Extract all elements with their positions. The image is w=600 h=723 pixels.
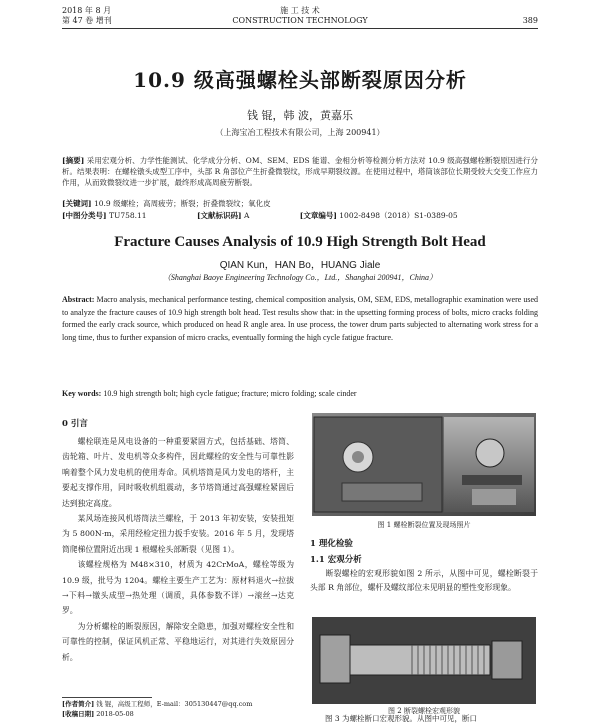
section-1-1-text	[310, 567, 538, 595]
figure-1-illustration	[312, 413, 536, 516]
chinese-keywords	[62, 198, 538, 209]
english-keywords-text: 10.9 high strength bolt; high cycle fatigue; fracture; micro folding; scale cinder	[103, 389, 357, 398]
section-0-paragraph: 该螺栓规格为 M48×310，材质为 42CrMoA，螺栓等级为 10.9 级，批号为 1204。螺栓主要生产工艺为：原材料退火→拉拔→下料→镦头成型→热处理（调质，具体参数不详）→滚丝→达克罗。	[62, 560, 294, 616]
header-journal-cn: 施 工 技 术	[280, 6, 320, 15]
english-keywords-label: Key words:	[62, 389, 102, 398]
clc-value: TU758.11	[109, 211, 147, 220]
footnote-author-text: 钱 锟，高级工程师，E-mail：305130447@qq.com	[96, 700, 253, 708]
header-volume: 第 47 卷 增刊	[62, 16, 112, 25]
footnote-author	[62, 700, 294, 708]
english-keywords	[62, 388, 538, 400]
chinese-keywords-label: [关键词]	[62, 199, 92, 208]
header-journal	[0, 6, 600, 26]
english-abstract	[62, 294, 538, 345]
english-abstract-text: Macro analysis, mechanical performance testing, chemical composition analysis, OM, SEM, EDS, metallographic examination were used to analyze the fracture causes of 10.9 high strength bolt head. Test results show that: in the upsetting forming process of bolts, micro cracks folding formed the early crack source, which produced on head R angle area. In use process, the tower drum parts subjected to alternating work stress for a long time, thus to further expansion of micro cracks, eventually forming the high cycle fatigue fracture.	[62, 295, 538, 343]
chinese-abstract	[62, 155, 538, 188]
chinese-title: 10.9 级高强螺栓头部断裂原因分析	[133, 68, 467, 92]
doc-code-value: A	[243, 211, 250, 220]
bottom-paragraph-start: 图 3 为螺栓断口宏观形貌。从图中可见，断口	[325, 714, 478, 723]
footnote-rule	[62, 697, 152, 698]
english-abstract-label: Abstract:	[62, 295, 95, 304]
doc-code-label: [文献标识码]	[196, 211, 242, 220]
article-no-value: 1002-8498（2018）S1-0389-05	[339, 211, 458, 220]
chinese-affiliation: （上海宝冶工程技术有限公司，上海 200941）	[215, 128, 385, 137]
chinese-authors: 钱 锟，韩 波，黄嘉乐	[247, 109, 353, 122]
footnote-received	[62, 710, 294, 718]
chinese-abstract-label: [摘要]	[62, 156, 85, 165]
section-1-1-heading-text: 1.1 宏观分析	[310, 555, 362, 565]
figure-2-caption: 图 2 断裂螺栓宏观形貌	[388, 707, 460, 715]
figure-1-photo	[312, 413, 536, 516]
chinese-keywords-text: 10.9 级螺栓；高周疲劳；断裂；折叠微裂纹；氧化皮	[94, 199, 271, 208]
section-0-paragraph: 螺栓联连是风电设备的一种重要紧固方式，包括基础、塔筒、齿轮箱、叶片、发电机等众多构件，因此螺栓的安全性与可靠性影响着整个风力发电机的使用寿命。风机塔筒是风力发电的塔杆，主要起支撑作用，同时吸收机组震动，多节塔筒通过高强螺栓紧固后达到独定高度。	[62, 437, 294, 508]
chinese-abstract-text: 采用宏观分析、力学性能测试、化学成分分析、OM、SEM、EDS 能谱、金相分析等检测分析方法对 10.9 级高强螺栓断裂原因进行分析。结果表明：在螺栓镦头成型工序中，头部 R 角部位产生折叠微裂纹，形成早期裂纹源。在使用过程中，塔筒该部位长期受较大交变工作应力作用，从而致微裂纹进一步扩展，最终形成高周疲劳断裂。	[62, 156, 538, 187]
english-affiliation: （Shanghai Baoye Engineering Technology Co.，Ltd.，Shanghai 200941，China）	[162, 273, 438, 282]
header-date: 2018 年 8 月	[62, 6, 112, 15]
section-0-paragraph: 某风场连接风机塔筒法兰螺栓，于 2013 年初安装，安装扭矩为 5 800N·m，采用经检定扭力扳手安装。2016 年 5 月，发现塔筒爬梯位置附近出现 1 根螺栓头部断裂（见图 1）。	[62, 514, 294, 554]
figure-1-caption: 图 1 螺栓断裂位置及现场照片	[377, 521, 471, 529]
section-0-body	[62, 434, 294, 665]
footnote-received-label: [收稿日期]	[62, 710, 95, 718]
section-0-heading: 0 引言	[62, 419, 88, 429]
header-rule	[62, 28, 538, 29]
footnote-author-label: [作者简介]	[62, 700, 95, 708]
header-page-number: 389	[522, 16, 538, 25]
section-0-paragraph: 为分析螺栓的断裂原因，解除安全隐患，加强对螺栓安全性和可靠性的控制，保证风机正常、平稳地运行，对其进行失效原因分析。	[62, 621, 294, 662]
section-1-heading: 1 理化检验	[310, 539, 353, 549]
figure-2-illustration	[312, 617, 536, 704]
english-authors: QIAN Kun，HAN Bo，HUANG Jiale	[219, 260, 381, 271]
section-1-1-paragraph: 断裂螺栓的宏观形貌如图 2 所示，从图中可见，螺栓断裂于头部 R 角部位，螺杆及螺纹部位未见明显的塑性变形现象。	[310, 569, 538, 592]
article-no-label: [文章编号]	[299, 211, 337, 220]
clc-label: [中图分类号]	[62, 211, 107, 220]
english-title: Fracture Causes Analysis of 10.9 High Strength Bolt Head	[114, 234, 486, 250]
header-journal-en: CONSTRUCTION TECHNOLOGY	[232, 16, 368, 25]
figure-2-photo	[312, 617, 536, 704]
classification-line	[62, 210, 538, 221]
footnote-received-text: 2018-05-08	[96, 710, 134, 718]
section-1-1-heading	[310, 553, 362, 565]
